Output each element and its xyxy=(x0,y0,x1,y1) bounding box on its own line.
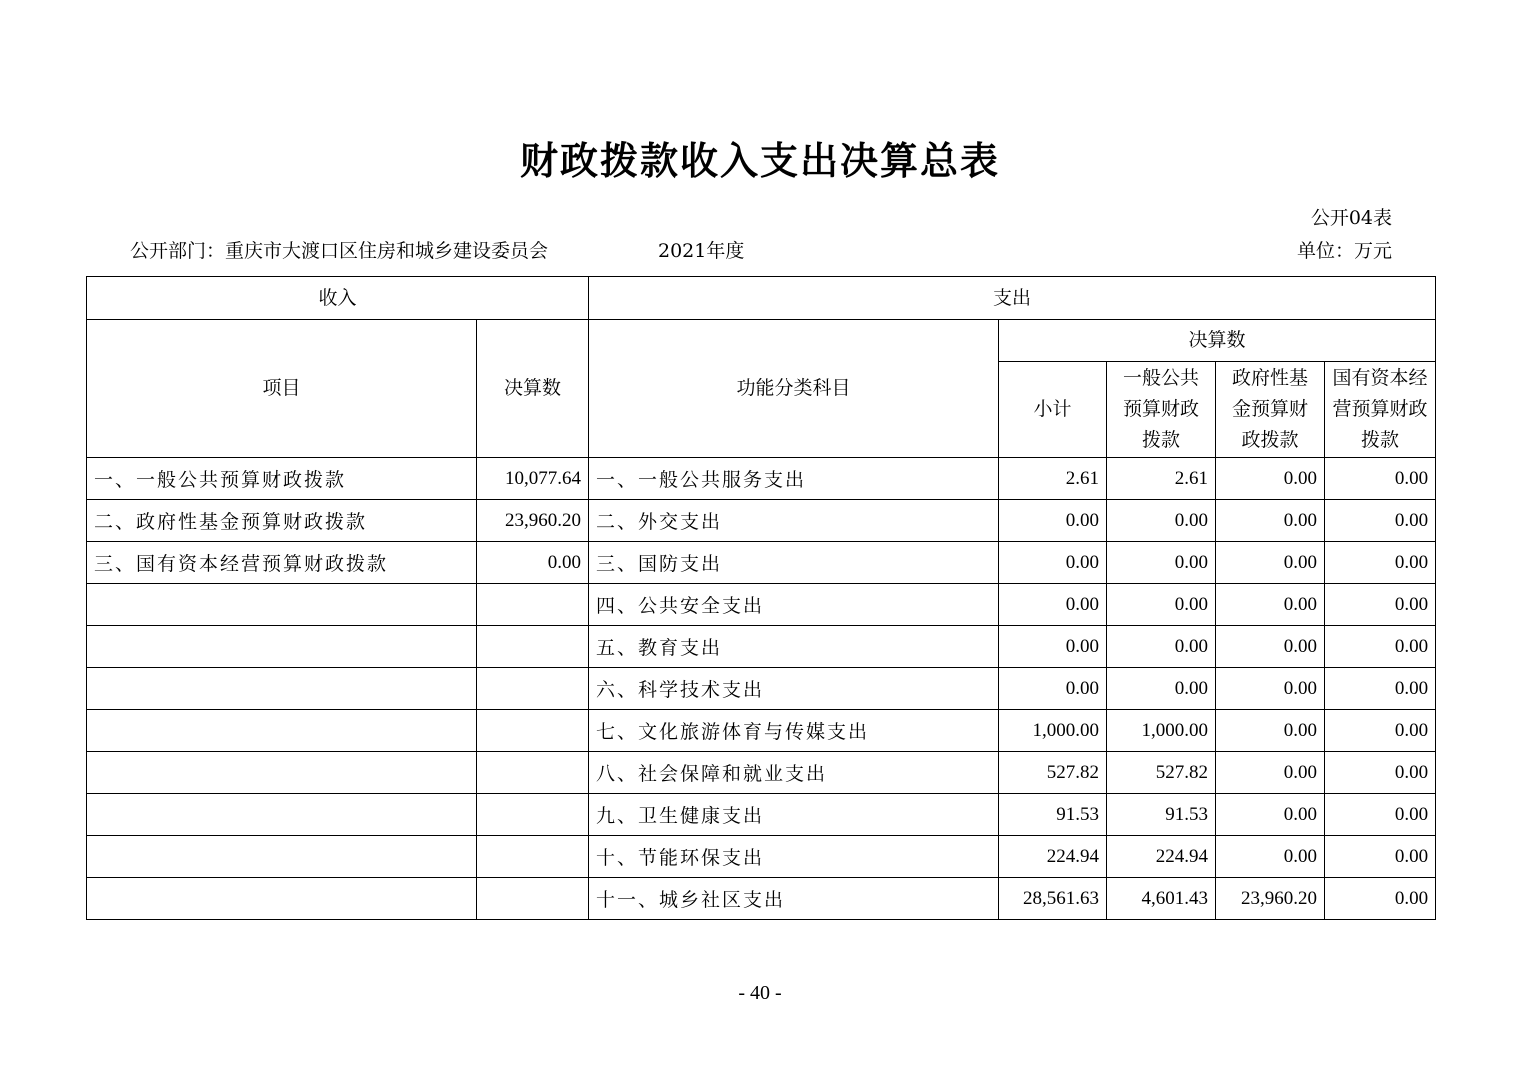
general-public-cell: 1,000.00 xyxy=(1107,710,1216,752)
category-cell: 九、卫生健康支出 xyxy=(589,794,999,836)
income-amount-cell xyxy=(477,794,589,836)
category-cell: 六、科学技术支出 xyxy=(589,668,999,710)
subtotal-cell: 91.53 xyxy=(999,794,1107,836)
state-capital-header: 国有资本经营预算财政拨款 xyxy=(1325,362,1436,458)
state-capital-cell: 0.00 xyxy=(1325,626,1436,668)
table-body xyxy=(87,458,1436,920)
gov-fund-header: 政府性基金预算财政拨款 xyxy=(1216,362,1325,458)
state-capital-cell: 0.00 xyxy=(1325,752,1436,794)
subtotal-cell: 0.00 xyxy=(999,584,1107,626)
general-public-cell: 91.53 xyxy=(1107,794,1216,836)
income-item-cell xyxy=(87,668,477,710)
general-public-cell: 0.00 xyxy=(1107,626,1216,668)
category-cell: 四、公共安全支出 xyxy=(589,584,999,626)
table-row xyxy=(87,626,1436,668)
category-cell: 二、外交支出 xyxy=(589,500,999,542)
category-cell: 三、国防支出 xyxy=(589,542,999,584)
subtotal-cell: 0.00 xyxy=(999,500,1107,542)
general-public-cell: 527.82 xyxy=(1107,752,1216,794)
income-amount-cell xyxy=(477,626,589,668)
subtotal-cell: 2.61 xyxy=(999,458,1107,500)
table-row xyxy=(87,458,1436,500)
category-cell: 五、教育支出 xyxy=(589,626,999,668)
table-row xyxy=(87,710,1436,752)
gov-fund-cell: 0.00 xyxy=(1216,542,1325,584)
unit-label: 单位：万元 xyxy=(1296,240,1392,262)
income-item-cell xyxy=(87,584,477,626)
gov-fund-cell: 0.00 xyxy=(1216,584,1325,626)
income-item-cell xyxy=(87,752,477,794)
table-row xyxy=(87,500,1436,542)
form-number: 公开04表 xyxy=(1310,207,1392,229)
final-amount-group-header: 决算数 xyxy=(999,320,1436,362)
state-capital-cell: 0.00 xyxy=(1325,710,1436,752)
income-item-cell: 一、一般公共预算财政拨款 xyxy=(87,458,477,500)
fiscal-year: 2021年度 xyxy=(658,240,745,262)
gov-fund-cell: 0.00 xyxy=(1216,668,1325,710)
general-public-cell: 2.61 xyxy=(1107,458,1216,500)
subtotal-cell: 1,000.00 xyxy=(999,710,1107,752)
subtotal-header: 小计 xyxy=(999,362,1107,458)
page-title: 财政拨款收入支出决算总表 xyxy=(519,139,1000,183)
state-capital-cell: 0.00 xyxy=(1325,584,1436,626)
income-item-cell xyxy=(87,794,477,836)
function-category-header: 功能分类科目 xyxy=(589,320,999,458)
income-amount-header: 决算数 xyxy=(477,320,589,458)
subtotal-cell: 224.94 xyxy=(999,836,1107,878)
gov-fund-cell: 0.00 xyxy=(1216,500,1325,542)
table-row xyxy=(87,542,1436,584)
income-header: 收入 xyxy=(87,277,589,320)
category-cell: 八、社会保障和就业支出 xyxy=(589,752,999,794)
income-amount-cell xyxy=(477,710,589,752)
state-capital-cell: 0.00 xyxy=(1325,500,1436,542)
gov-fund-cell: 0.00 xyxy=(1216,752,1325,794)
state-capital-cell: 0.00 xyxy=(1325,836,1436,878)
general-public-header: 一般公共预算财政拨款 xyxy=(1107,362,1216,458)
table-row xyxy=(87,794,1436,836)
state-capital-cell: 0.00 xyxy=(1325,794,1436,836)
table-row xyxy=(87,836,1436,878)
table-row xyxy=(87,584,1436,626)
category-cell: 十、节能环保支出 xyxy=(589,836,999,878)
gov-fund-cell: 0.00 xyxy=(1216,458,1325,500)
category-cell: 一、一般公共服务支出 xyxy=(589,458,999,500)
income-item-cell xyxy=(87,836,477,878)
category-cell: 七、文化旅游体育与传媒支出 xyxy=(589,710,999,752)
subtotal-cell: 28,561.63 xyxy=(999,878,1107,920)
expense-header: 支出 xyxy=(589,277,1436,320)
subtotal-cell: 0.00 xyxy=(999,542,1107,584)
state-capital-cell: 0.00 xyxy=(1325,878,1436,920)
general-public-cell: 4,601.43 xyxy=(1107,878,1216,920)
income-amount-cell: 10,077.64 xyxy=(477,458,589,500)
income-amount-cell xyxy=(477,752,589,794)
income-item-cell: 二、政府性基金预算财政拨款 xyxy=(87,500,477,542)
general-public-cell: 0.00 xyxy=(1107,584,1216,626)
department-label: 公开部门：重庆市大渡口区住房和城乡建设委员会 xyxy=(130,240,549,262)
gov-fund-cell: 23,960.20 xyxy=(1216,878,1325,920)
general-public-cell: 0.00 xyxy=(1107,668,1216,710)
income-item-cell xyxy=(87,626,477,668)
gov-fund-cell: 0.00 xyxy=(1216,794,1325,836)
income-item-cell xyxy=(87,878,477,920)
income-item-cell: 三、国有资本经营预算财政拨款 xyxy=(87,542,477,584)
gov-fund-cell: 0.00 xyxy=(1216,836,1325,878)
table-row xyxy=(87,752,1436,794)
item-header: 项目 xyxy=(87,320,477,458)
state-capital-cell: 0.00 xyxy=(1325,542,1436,584)
subtotal-cell: 0.00 xyxy=(999,668,1107,710)
subtotal-cell: 527.82 xyxy=(999,752,1107,794)
general-public-cell: 224.94 xyxy=(1107,836,1216,878)
table-row xyxy=(87,668,1436,710)
income-amount-cell xyxy=(477,584,589,626)
subtotal-cell: 0.00 xyxy=(999,626,1107,668)
income-item-cell xyxy=(87,710,477,752)
general-public-cell: 0.00 xyxy=(1107,500,1216,542)
budget-table xyxy=(86,276,1436,920)
state-capital-cell: 0.00 xyxy=(1325,668,1436,710)
gov-fund-cell: 0.00 xyxy=(1216,626,1325,668)
income-amount-cell xyxy=(477,836,589,878)
income-amount-cell: 23,960.20 xyxy=(477,500,589,542)
table-row xyxy=(87,878,1436,920)
page-number: - 40 - xyxy=(738,982,782,1004)
gov-fund-cell: 0.00 xyxy=(1216,710,1325,752)
category-cell: 十一、城乡社区支出 xyxy=(589,878,999,920)
income-amount-cell xyxy=(477,668,589,710)
income-amount-cell: 0.00 xyxy=(477,542,589,584)
income-amount-cell xyxy=(477,878,589,920)
state-capital-cell: 0.00 xyxy=(1325,458,1436,500)
general-public-cell: 0.00 xyxy=(1107,542,1216,584)
